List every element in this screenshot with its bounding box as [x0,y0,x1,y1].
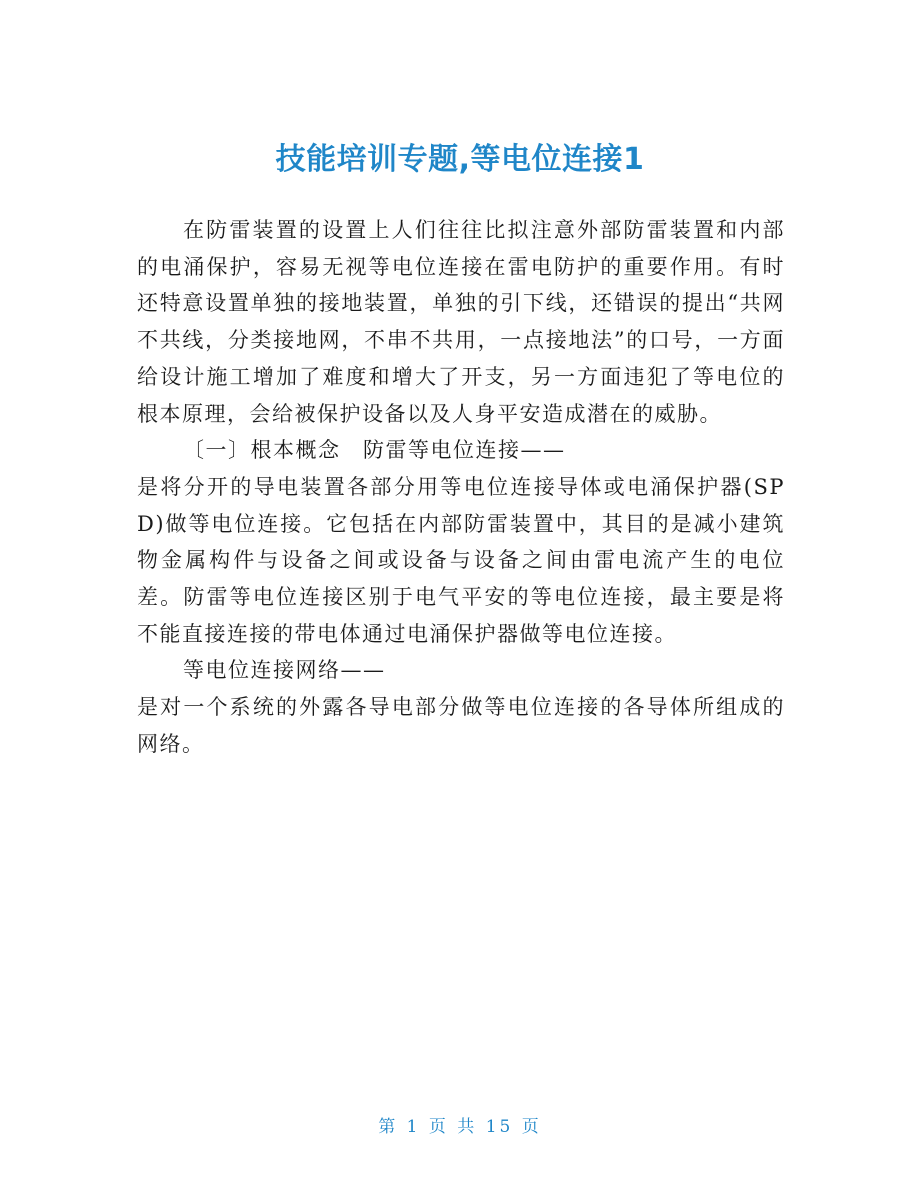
paragraph-basic-concept-definition: 是将分开的导电装置各部分用等电位连接导体或电涌保护器(SPD)做等电位连接。它包括在内部防雷装置中，其目的是减小建筑物金属构件与设备之间或设备与设备之间由雷电流产生的电位差。防雷等电位连接区别于电气平安的等电位连接，最主要是将不能直接连接的带电体通过电涌保护器做等电位连接。 [137,474,785,646]
page-title: 技能培训专题,等电位连接1 [275,142,645,178]
document-body [137,212,785,763]
paragraph-network-heading: 等电位连接网络—— [183,658,386,683]
page-number-footer: 第 1 页 共 15 页 [378,1117,542,1137]
paragraph-basic-concept-heading: 〔一〕根本概念 防雷等电位连接—— [183,438,566,463]
paragraph-network-definition: 是对一个系统的外露各导电部分做等电位连接的各导体所组成的网络。 [137,695,785,756]
paragraph-intro: 在防雷装置的设置上人们往往比拟注意外部防雷装置和内部的电涌保护，容易无视等电位连接在雷电防护的重要作用。有时还特意设置单独的接地装置，单独的引下线，还错误的提出“共网不共线，分类接地网，不串不共用，一点接地法”的口号，一方面给设计施工增加了难度和增大了开支，另一方面违犯了等电位的根本原理，会给被保护设备以及人身平安造成潜在的威胁。 [137,218,785,426]
